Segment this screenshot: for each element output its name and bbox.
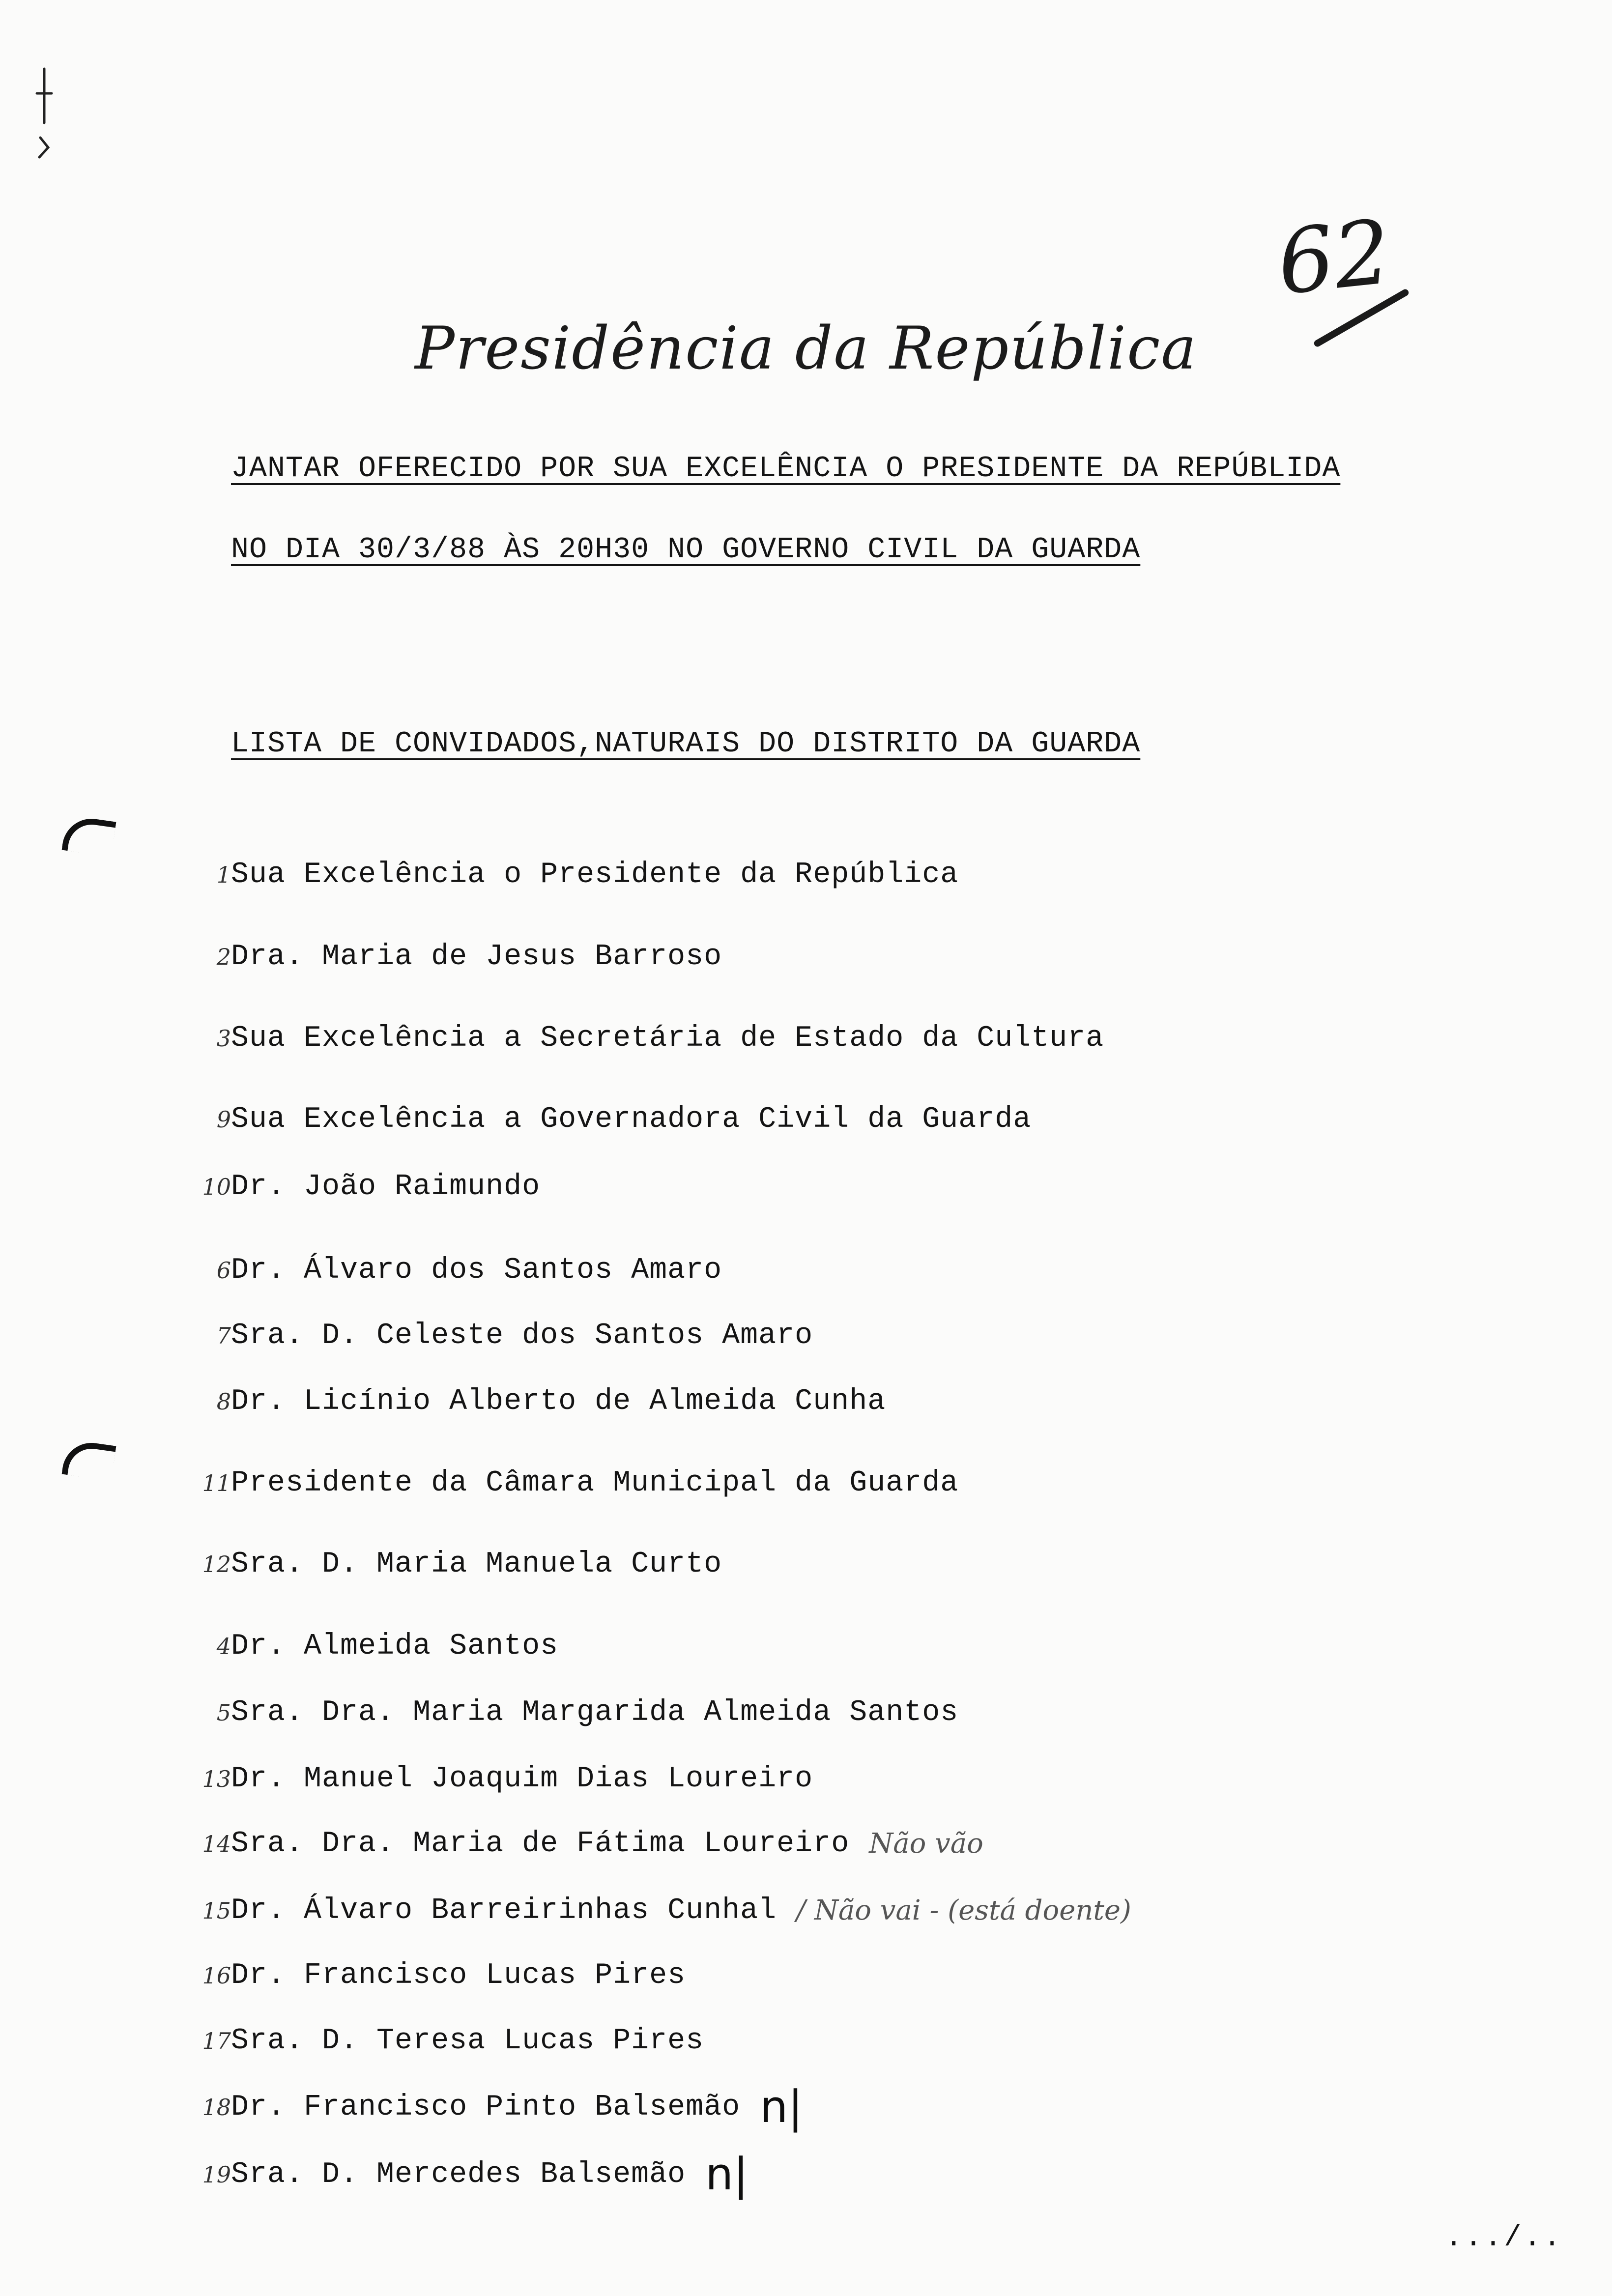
guest-name: Dr. Licínio Alberto de Almeida Cunha xyxy=(231,1385,886,1418)
guest-name: Dr. João Raimundo xyxy=(231,1170,541,1204)
guest-number: 18 xyxy=(202,2094,231,2121)
list-item xyxy=(162,855,958,894)
dinner-heading: JANTAR OFERECIDO POR SUA EXCELÊNCIA O PRESIDENTE DA REPÚBLIDA xyxy=(231,452,1341,486)
guest-number: 15 xyxy=(202,1897,231,1924)
list-item xyxy=(162,1545,722,1584)
guest-name: Dr. Almeida Santos xyxy=(231,1630,559,1663)
list-item xyxy=(162,1759,813,1799)
guest-number: 6 xyxy=(216,1257,231,1284)
dinner-date-heading: NO DIA 30/3/88 ÀS 20H30 NO GOVERNO CIVIL DA GUARDA xyxy=(231,533,1141,567)
guest-list-heading: LISTA DE CONVIDADOS,NATURAIS DO DISTRITO DA GUARDA xyxy=(231,727,1141,761)
list-item xyxy=(162,2021,704,2061)
guest-name: Sua Excelência a Governadora Civil da Guarda xyxy=(231,1103,1032,1136)
list-item xyxy=(162,2149,748,2200)
list-item xyxy=(162,2081,803,2133)
guest-number: 13 xyxy=(202,1766,231,1792)
guest-number: 7 xyxy=(216,1322,231,1349)
list-item xyxy=(162,1891,1131,1930)
guest-name: Sua Excelência o Presidente da República xyxy=(231,858,959,891)
guest-number: 5 xyxy=(216,1699,231,1726)
guest-number: 8 xyxy=(216,1388,231,1415)
handwritten-note: Não vão xyxy=(869,1828,983,1860)
guest-number: 9 xyxy=(216,1106,231,1133)
handwritten-note: n| xyxy=(760,2081,803,2133)
guest-name: Sra. D. Maria Manuela Curto xyxy=(231,1548,722,1581)
guest-number: 3 xyxy=(216,1025,231,1052)
guest-number: 19 xyxy=(202,2161,231,2188)
guest-name: Presidente da Câmara Municipal da Guarda xyxy=(231,1466,959,1500)
list-item xyxy=(162,1019,1104,1058)
guest-number: 14 xyxy=(202,1831,231,1857)
list-item xyxy=(162,1167,540,1206)
guest-number: 17 xyxy=(202,2028,231,2054)
list-item xyxy=(162,1251,722,1290)
guest-number: 10 xyxy=(202,1174,231,1200)
list-item xyxy=(162,1316,813,1355)
list-item xyxy=(162,937,722,976)
list-item xyxy=(162,1464,958,1503)
guest-number: 4 xyxy=(216,1633,231,1660)
guest-name: Dr. Francisco Pinto Balsemão xyxy=(231,2091,741,2124)
guest-number: 1 xyxy=(216,861,231,888)
guest-name: Dr. Álvaro Barreirinhas Cunhal xyxy=(231,1894,777,1927)
list-item xyxy=(162,1100,1031,1139)
guest-name: Sra. Dra. Maria de Fátima Loureiro xyxy=(231,1827,850,1861)
guest-name: Sra. D. Mercedes Balsemão xyxy=(231,2158,686,2191)
guest-number: 11 xyxy=(202,1470,231,1496)
guest-number: 12 xyxy=(202,1551,231,1578)
continuation-mark: .../.. xyxy=(1445,2221,1563,2255)
handwritten-page-number: 62 xyxy=(1272,201,1396,315)
handwritten-note: n| xyxy=(705,2149,748,2200)
guest-name: Sra. Dra. Maria Margarida Almeida Santos xyxy=(231,1696,959,1729)
list-item xyxy=(162,1693,958,1732)
list-item xyxy=(162,1824,983,1864)
guest-name: Sua Excelência a Secretária de Estado da Cultura xyxy=(231,1022,1104,1055)
list-item xyxy=(162,1956,686,1995)
guest-name: Dr. Manuel Joaquim Dias Loureiro xyxy=(231,1762,813,1796)
list-item xyxy=(162,1382,886,1421)
guest-name: Dr. Álvaro dos Santos Amaro xyxy=(231,1254,722,1287)
handwritten-note: / Não vai - (está doente) xyxy=(796,1894,1131,1926)
guest-name: Dr. Francisco Lucas Pires xyxy=(231,1959,686,1992)
letterhead-title: Presidência da República xyxy=(415,315,1197,383)
guest-name: Sra. D. Celeste dos Santos Amaro xyxy=(231,1319,813,1352)
list-item xyxy=(162,1627,558,1666)
guest-number: 16 xyxy=(202,1962,231,1989)
guest-name: Dra. Maria de Jesus Barroso xyxy=(231,940,722,974)
guest-number: 2 xyxy=(216,944,231,970)
guest-name: Sra. D. Teresa Lucas Pires xyxy=(231,2024,704,2058)
